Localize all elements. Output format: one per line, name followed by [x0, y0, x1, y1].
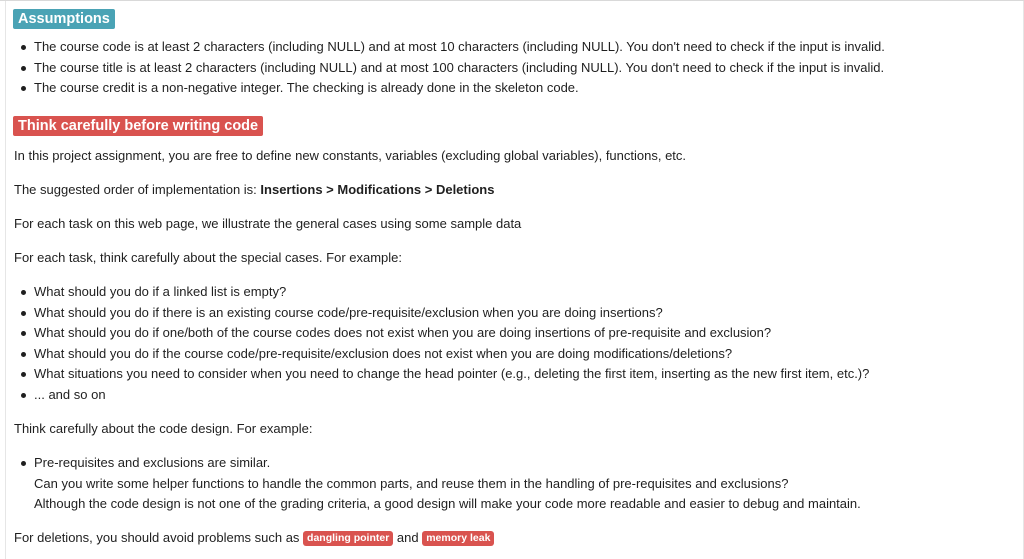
memory-leak-badge: memory leak: [422, 531, 494, 546]
special-case-item: ... and so on: [34, 385, 869, 406]
design-list: [34, 453, 861, 515]
special-cases-list: [34, 282, 869, 405]
special-cases-intro: For each task, think carefully about the special cases. For example:: [14, 250, 403, 265]
special-case-item: What situations you need to consider when you need to change the head pointer (e.g., deleting the first item, inserting as the new first item, etc.)?: [34, 364, 869, 385]
deletions-prefix: For deletions, you should avoid problems such as: [14, 530, 304, 545]
design-item-line: Can you write some helper functions to handle the common parts, and reuse them in the handling of pre-requisites and exclusions?: [34, 475, 789, 491]
order-value: Insertions > Modifications > Deletions: [260, 182, 495, 197]
intro-paragraph: In this project assignment, you are free to define new constants, variables (excluding global variables), functions, etc.: [14, 148, 687, 163]
design-intro: Think carefully about the code design. For example:: [14, 421, 313, 436]
think-heading: Think carefully before writing code: [13, 116, 263, 136]
special-case-item: What should you do if one/both of the course codes does not exist when you are doing insertions of pre-requisite and exclusion?: [34, 323, 869, 344]
design-item-line: Although the code design is not one of the grading criteria, a good design will make your code more readable and easier to debug and maintain.: [34, 496, 861, 511]
assumption-item: The course title is at least 2 characters (including NULL) and at most 100 characters (including NULL). You don't need to check if the input is invalid.: [34, 58, 885, 79]
deletions-paragraph: [14, 529, 494, 547]
assumption-item: The course credit is a non-negative integer. The checking is already done in the skeleton code.: [34, 78, 885, 99]
special-case-item: What should you do if the course code/pre-requisite/exclusion does not exist when you are doing modifications/deletions?: [34, 344, 869, 365]
left-border: [5, 1, 6, 559]
deletions-and: and: [393, 530, 423, 545]
assumptions-list: [34, 37, 885, 99]
sample-paragraph: For each task on this web page, we illustrate the general cases using some sample data: [14, 216, 522, 231]
dangling-pointer-badge: dangling pointer: [303, 531, 393, 546]
special-case-item: What should you do if a linked list is empty?: [34, 282, 869, 303]
order-paragraph: [14, 181, 494, 199]
order-prefix: The suggested order of implementation is:: [14, 182, 261, 197]
design-item: Pre-requisites and exclusions are similar.: [34, 453, 861, 474]
assumptions-heading: Assumptions: [13, 9, 115, 29]
special-case-item: What should you do if there is an existing course code/pre-requisite/exclusion when you are doing insertions?: [34, 303, 869, 324]
assumption-item: The course code is at least 2 characters (including NULL) and at most 10 characters (including NULL). You don't need to check if the input is invalid.: [34, 37, 885, 58]
